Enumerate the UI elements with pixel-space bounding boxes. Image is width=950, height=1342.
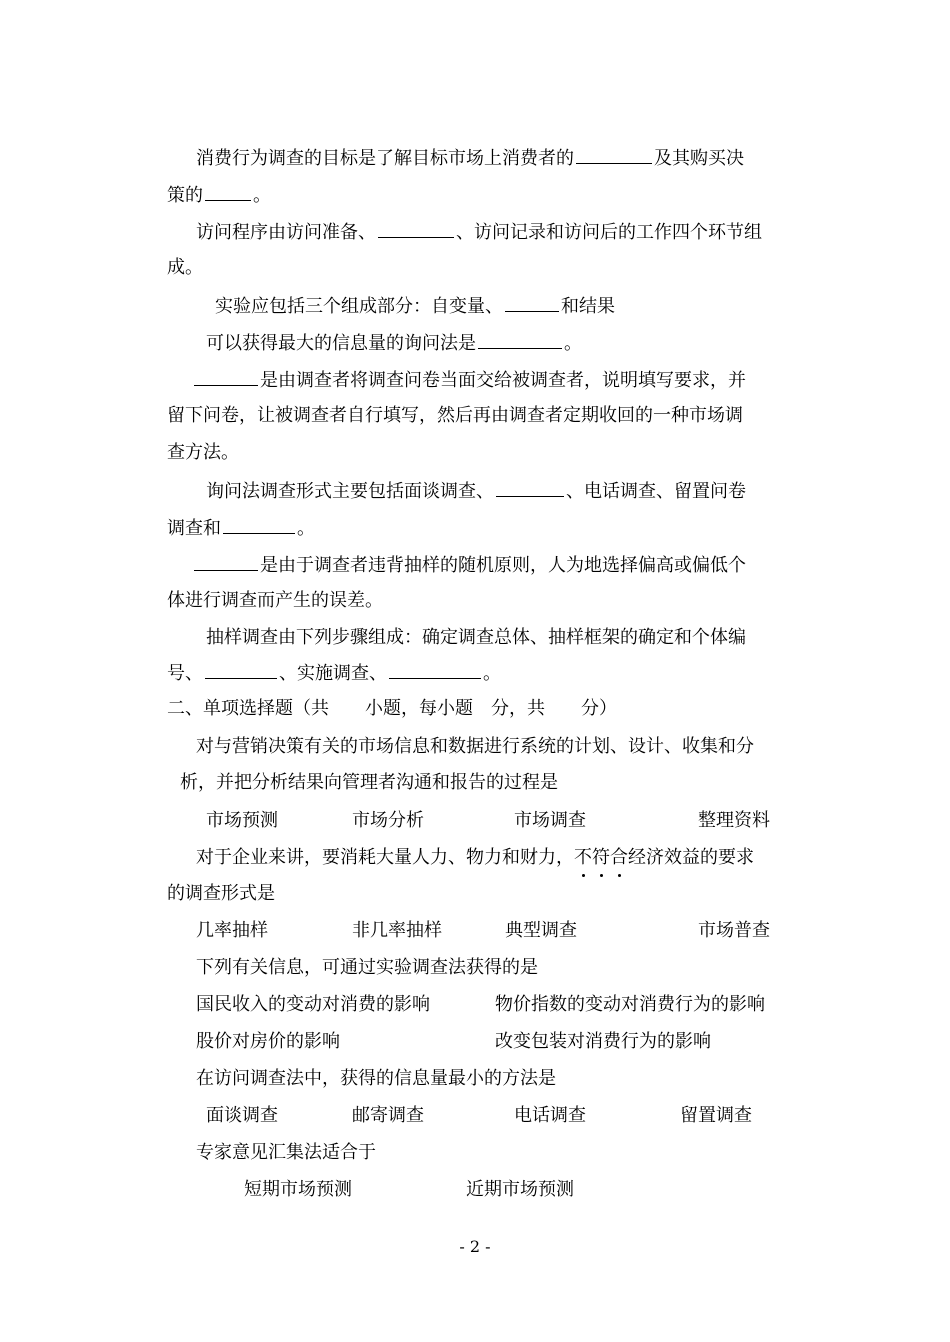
answer-blank[interactable]: [389, 661, 481, 679]
mc-q3-option-c[interactable]: 股价对房价的影响: [196, 1031, 340, 1052]
mc-q3-line1: 下列有关信息，可通过实验调查法获得的是: [196, 957, 538, 978]
fill-in-q2-line2: [167, 257, 203, 279]
q5-text-after: 是由调查者将调查问卷当面交给被调查者，说明填写要求，并: [260, 370, 746, 391]
answer-blank[interactable]: [194, 368, 258, 386]
mc-q2-text-after: 经济效益的要求: [628, 847, 754, 868]
answer-blank[interactable]: [205, 183, 251, 201]
q7-text-after: 是由于调查者违背抽样的随机原则，人为地选择偏高或偏低个: [260, 555, 746, 576]
mc-q1-line2: 析，并把分析结果向管理者沟通和报告的过程是: [180, 772, 558, 793]
q5-text-line3: 查方法。: [167, 442, 239, 463]
q4-text-before: 可以获得最大的信息量的询问法是: [206, 333, 476, 354]
q1-text-line2: 策的: [167, 185, 203, 206]
q1-text-middle: 及其购买决: [654, 148, 744, 169]
emphasis-char: 符: [592, 847, 610, 868]
q1-text-before: 消费行为调查的目标是了解目标市场上消费者的: [196, 148, 574, 169]
q5-text-line2: 留下问卷，让被调查者自行填写，然后再由调查者定期收回的一种市场调: [167, 405, 743, 426]
mc-q3-option-d[interactable]: 改变包装对消费行为的影响: [495, 1031, 711, 1052]
mc-q4-line1: 在访问调查法中，获得的信息量最小的方法是: [196, 1068, 556, 1089]
emphasis-char: 不: [574, 847, 592, 868]
mc-q2-option-a[interactable]: 几率抽样: [196, 920, 268, 941]
mc-q2-text-before: 对于企业来讲，要消耗大量人力、物力和财力，: [196, 847, 574, 868]
fill-in-q5-line3: [167, 442, 239, 464]
fill-in-q8-line2: [167, 661, 501, 685]
answer-blank[interactable]: [505, 294, 559, 312]
fill-in-q6-line1: [206, 479, 746, 503]
mc-q3-option-b[interactable]: 物价指数的变动对消费行为的影响: [495, 994, 765, 1015]
mc-q1-line1: 对与营销决策有关的市场信息和数据进行系统的计划、设计、收集和分: [196, 736, 754, 757]
answer-blank[interactable]: [205, 661, 277, 679]
mc-q2-line1: [196, 847, 754, 869]
mc-q4-option-d[interactable]: 留置调查: [680, 1105, 752, 1126]
q6-text-before: 询问法调查形式主要包括面谈调查、: [206, 481, 494, 502]
q8-text-line2-after: 。: [483, 663, 501, 684]
fill-in-q2-line1: [196, 220, 762, 244]
fill-in-q1-line1: [196, 146, 744, 170]
mc-q2-option-d[interactable]: 市场普查: [698, 920, 770, 941]
mc-q1-option-c[interactable]: 市场调查: [514, 810, 586, 831]
q6-text-after: 、电话调查、留置问卷: [566, 481, 746, 502]
q8-text-line1: 抽样调查由下列步骤组成：确定调查总体、抽样框架的确定和个体编: [206, 627, 746, 648]
q1-text-after: 。: [253, 185, 271, 206]
answer-blank[interactable]: [496, 479, 564, 497]
answer-blank[interactable]: [223, 516, 295, 534]
emphasis-char: 合: [610, 847, 628, 868]
fill-in-q5-line2: [167, 405, 743, 427]
answer-blank[interactable]: [378, 220, 454, 238]
mc-q2-line2: 的调查形式是: [167, 883, 275, 904]
answer-blank[interactable]: [576, 146, 652, 164]
mc-q1-option-a[interactable]: 市场预测: [206, 810, 278, 831]
fill-in-q4: [206, 331, 582, 355]
fill-in-q8-line1: [206, 627, 746, 649]
mc-q4-option-b[interactable]: 邮寄调查: [352, 1105, 424, 1126]
mc-q5-option-b[interactable]: 近期市场预测: [466, 1179, 574, 1200]
q2-text-before: 访问程序由访问准备、: [196, 222, 376, 243]
mc-q5-option-a[interactable]: 短期市场预测: [244, 1179, 352, 1200]
page-number: - 2 -: [459, 1237, 491, 1256]
mc-q1-option-b[interactable]: 市场分析: [352, 810, 424, 831]
mc-q5-line1: 专家意见汇集法适合于: [196, 1142, 376, 1163]
fill-in-q3: [215, 294, 615, 318]
fill-in-q5-line1: [192, 368, 746, 392]
q2-text-after: 、访问记录和访问后的工作四个环节组: [456, 222, 762, 243]
q6-text-line2: 调查和: [167, 518, 221, 539]
q8-text-line2-middle: 、实施调查、: [279, 663, 387, 684]
mc-q3-option-a[interactable]: 国民收入的变动对消费的影响: [196, 994, 430, 1015]
fill-in-q1-line2: [167, 183, 271, 207]
fill-in-q7-line2: [167, 590, 383, 612]
q8-text-line2-before: 号、: [167, 663, 203, 684]
mc-q2-option-b[interactable]: 非几率抽样: [352, 920, 442, 941]
fill-in-q7-line1: [192, 553, 746, 577]
q3-text-before: 实验应包括三个组成部分：自变量、: [215, 296, 503, 317]
mc-q4-option-a[interactable]: 面谈调查: [206, 1105, 278, 1126]
mc-q4-option-c[interactable]: 电话调查: [514, 1105, 586, 1126]
section-heading: 二、单项选择题（共 小题，每小题 分，共 分）: [167, 698, 617, 719]
mc-q1-option-d[interactable]: 整理资料: [698, 810, 770, 831]
mc-q2-option-c[interactable]: 典型调查: [505, 920, 577, 941]
fill-in-q6-line2: [167, 516, 315, 540]
q4-text-after: 。: [564, 333, 582, 354]
answer-blank[interactable]: [478, 331, 562, 349]
q3-text-after: 和结果: [561, 296, 615, 317]
q2-text-line2: 成。: [167, 257, 203, 278]
q6-text-line2-after: 。: [297, 518, 315, 539]
q7-text-line2: 体进行调查而产生的误差。: [167, 590, 383, 611]
answer-blank[interactable]: [194, 553, 258, 571]
